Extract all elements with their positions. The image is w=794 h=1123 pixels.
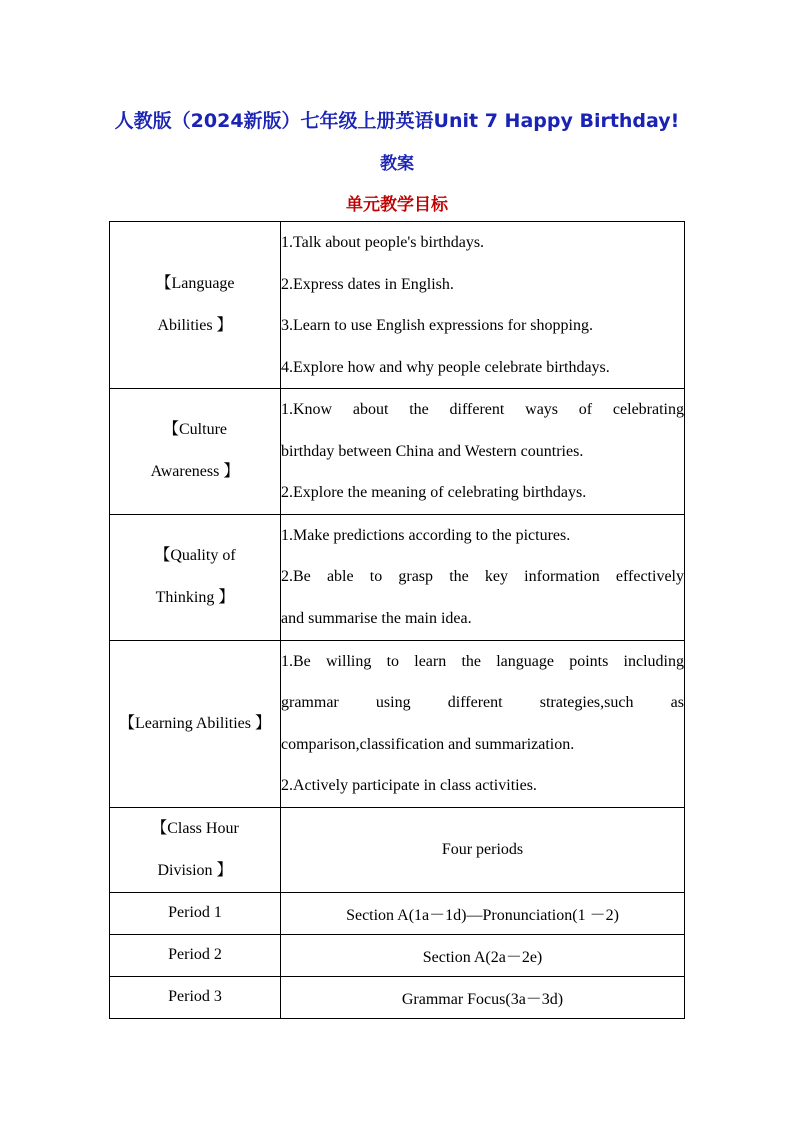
row-label-line: 【Culture [163,421,227,439]
row-label-line: Abilities 】 [157,317,233,334]
row-label-culture [110,389,281,515]
row-content-language [281,222,685,389]
period-content: Grammar Focus(3a－3d) [281,976,685,1018]
unit-goals-table [109,221,685,1019]
table-row-period [110,976,685,1018]
goal-item: 2.Express dates in English. [281,275,454,293]
row-label-hours [110,807,281,892]
row-content-thinking [281,514,685,640]
goal-item: 3.Learn to use English expressions for shopping. [281,317,593,334]
goal-item: 1.Make predictions according to the pictures. [281,526,571,544]
row-label-line: 【Language [155,275,235,292]
row-label-line: 【Quality of [154,547,236,564]
row-label-thinking [110,514,281,640]
table-row-culture [110,389,685,515]
goal-item: 2.Be able to grasp the key information effectively [281,568,684,586]
row-label-line: Division 】 [157,861,233,879]
section-title: 单元教学目标 [346,195,448,215]
period-label: Period 2 [110,934,281,976]
row-label-line: 【Learning Abilities 】 [119,714,271,732]
table-row-period [110,934,685,976]
document-title: 人教版（2024新版）七年级上册英语Unit 7 Happy Birthday! [114,110,680,132]
row-label-line: Awareness 】 [150,463,240,481]
period-content: Section A(2a－2e) [281,934,685,976]
goal-item: 2.Explore the meaning of celebrating birthdays. [281,484,587,501]
goal-item: 1.Know about the different ways of celebrating [281,401,684,418]
row-content-culture [281,389,685,515]
row-label-learning [110,640,281,807]
table-row-thinking [110,514,685,640]
table-row-learning [110,640,685,807]
goal-item-continuation: birthday between China and Western countries. [281,442,584,460]
period-content: Section A(1a－1d)—Pronunciation(1 －2) [281,892,685,934]
goal-item: 1.Be willing to learn the language points including [281,652,684,670]
period-label: Period 1 [110,892,281,934]
table-row-hours [110,807,685,892]
document-title-line2: 教案 [380,154,414,174]
row-label-line: Thinking 】 [155,589,235,606]
goal-item-continuation: and summarise the main idea. [281,609,472,627]
period-label: Period 3 [110,976,281,1018]
row-label-language [110,222,281,389]
goal-item: 2.Actively participate in class activities. [281,777,537,794]
goal-item-continuation: comparison,classification and summarization. [281,735,575,753]
row-label-line: 【Class Hour [151,819,239,837]
goal-item: 1.Talk about people's birthdays. [281,234,485,251]
table-row-period [110,892,685,934]
goal-item: 4.Explore how and why people celebrate birthdays. [281,358,610,376]
table-row-language [110,222,685,389]
row-content-hours: Four periods [281,807,685,892]
goal-item-continuation: grammar using different strategies,such as [281,694,684,711]
row-content-learning [281,640,685,807]
